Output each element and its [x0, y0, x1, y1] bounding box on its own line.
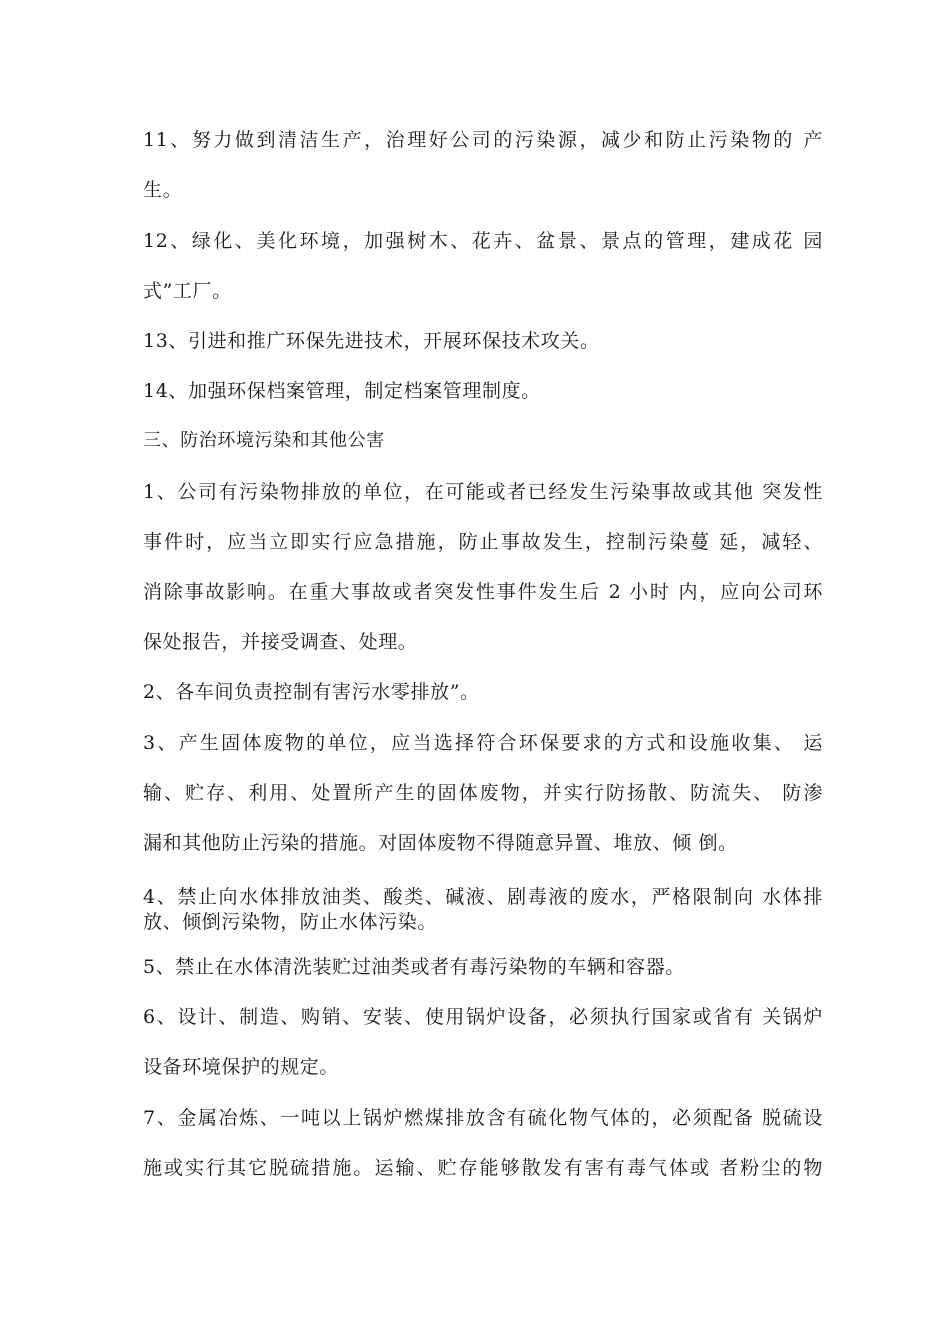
item-1-line-1: 1、公司有污染物排放的单位，在可能或者已经发生污染事故或其他 突发性: [143, 481, 823, 503]
item-14: 14、加强环保档案管理，制定档案管理制度。: [143, 380, 541, 402]
item-11-line-2: 生。: [143, 179, 183, 201]
item-6-line-1: 6、设计、制造、购销、安装、使用锅炉设备，必须执行国家或省有 关锅炉: [143, 1006, 823, 1028]
section-heading: 三、防治环境污染和其他公害: [143, 430, 385, 451]
item-12-line-1: 12、绿化、美化环境，加强树木、花卉、盆景、景点的管理，建成花 园: [143, 230, 823, 252]
item-4-line-1: 4、禁止向水体排放油类、酸类、碱液、剧毒液的废水，严格限制向 水体排: [143, 886, 823, 908]
item-1-line-4: 保处报告，并接受调查、处理。: [143, 631, 418, 653]
item-11-line-1: 11、努力做到清洁生产，治理好公司的污染源，减少和防止污染物的 产: [143, 129, 823, 151]
item-4-line-2: 放、倾倒污染物，防止水体污染。: [143, 911, 438, 933]
item-12-line-2: 式”工厂。: [143, 280, 232, 302]
item-13: 13、引进和推广环保先进技术，开展环保技术攻关。: [143, 330, 600, 352]
item-7-line-1: 7、金属冶炼、一吨以上锅炉燃煤排放含有硫化物气体的，必须配备 脱硫设: [143, 1107, 823, 1129]
item-5: 5、禁止在水体清洗装贮过油类或者有毒污染物的车辆和容器。: [143, 956, 685, 978]
item-1-line-2: 事件时，应当立即实行应急措施，防止事故发生，控制污染蔓 延，减轻、: [143, 531, 823, 553]
item-3-line-3: 漏和其他防止污染的措施。对固体废物不得随意异置、堆放、倾 倒。: [143, 832, 738, 854]
item-7-line-2: 施或实行其它脱硫措施。运输、贮存能够散发有害有毒气体或 者粉尘的物: [143, 1157, 823, 1179]
item-3-line-1: 3、产生固体废物的单位，应当选择符合环保要求的方式和设施收集、 运: [143, 732, 823, 754]
item-6-line-2: 设备环境保护的规定。: [143, 1056, 340, 1078]
item-2: 2、各车间负责控制有害污水零排放”。: [143, 681, 480, 703]
item-3-line-2: 输、贮存、利用、处置所产生的固体废物，并实行防扬散、防流失、 防渗: [143, 782, 823, 804]
item-1-line-3: 消除事故影响。在重大事故或者突发性事件发生后 2 小时 内，应向公司环: [143, 581, 823, 603]
